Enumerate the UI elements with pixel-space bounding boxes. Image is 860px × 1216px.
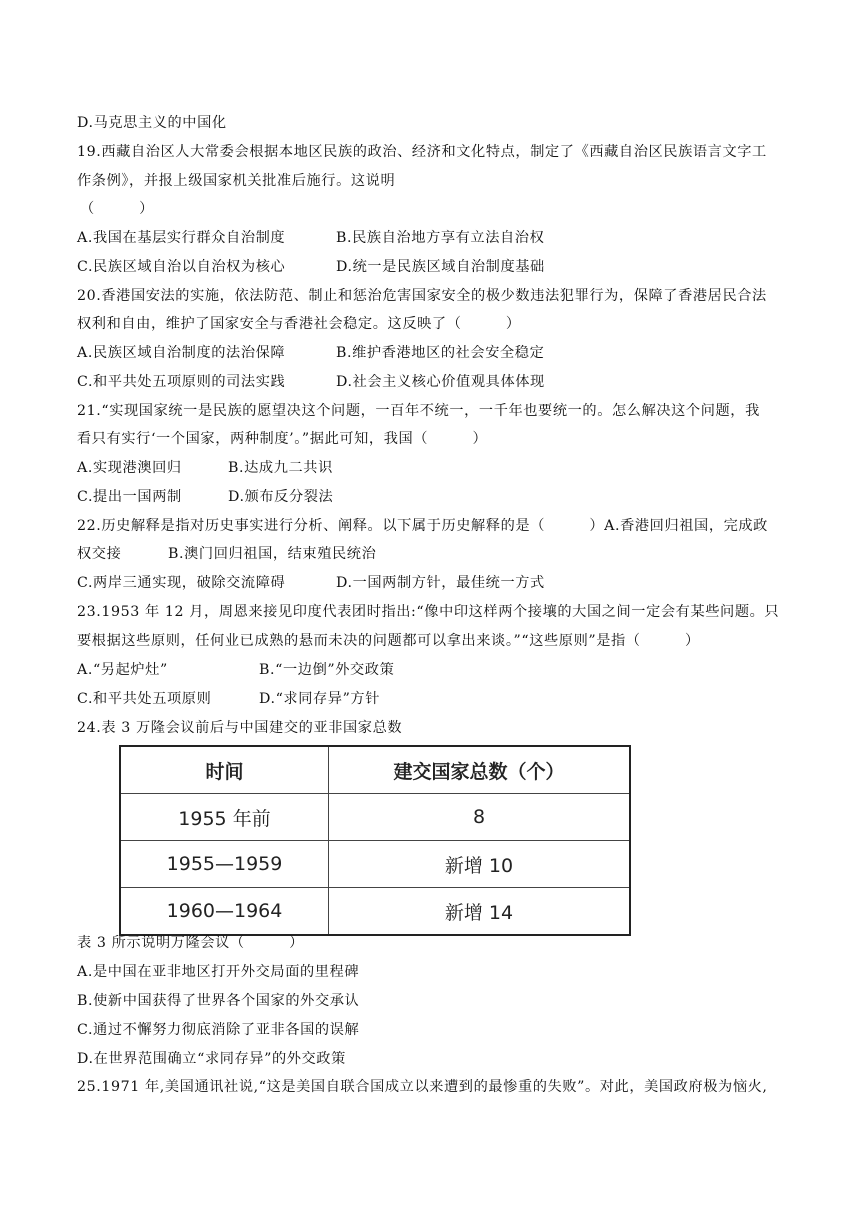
table-cell-count: 8: [329, 794, 631, 841]
table-cell-period: 1960—1964: [120, 888, 329, 936]
q22-option-c: C.两岸三通实现，破除交流障碍: [77, 575, 286, 591]
table-header-count: 建交国家总数（个）: [329, 746, 631, 794]
q23-stem-line1: 23.1953 年 12 月，周恩来接见印度代表团时指出:“像中印这样两个接壤的大国之间一定会有某些问题。只: [77, 604, 780, 620]
q23-option-b: B.“一边倒”外交政策: [259, 662, 395, 678]
q23-option-d: D.“求同存异”方针: [259, 691, 381, 707]
table-cell-period: 1955 年前: [120, 794, 329, 841]
q19-option-c: C.民族区域自治以自治权为核心: [77, 259, 286, 275]
q18-option-d: D.马克思主义的中国化: [77, 115, 227, 131]
q19-stem-line1: 19.西藏自治区人大常委会根据本地区民族的政治、经济和文化特点，制定了《西藏自治区民族语言文字工: [77, 144, 767, 160]
q20-stem-line1: 20.香港国安法的实施，依法防范、制止和惩治危害国家安全的极少数违法犯罪行为，保障了香港居民合法: [77, 288, 767, 304]
q23-option-c: C.和平共处五项原则: [77, 691, 212, 707]
q21-option-a: A.实现港澳回归: [77, 460, 182, 476]
q22-stem-line1: 22.历史解释是指对历史事实进行分析、阐释。以下属于历史解释的是（ ）A.香港回归祖国，完成政: [77, 518, 768, 534]
table-row: [120, 888, 630, 936]
q22-stem-line2: 权交接: [77, 546, 122, 562]
table-row: [120, 794, 630, 841]
q21-stem-line1: 21.“实现国家统一是民族的愿望决这个问题，一百年不统一，一千年也要统一的。怎么解决这个问题，我: [77, 403, 760, 419]
q19-stem-line2: 作条例》，并报上级国家机关批准后施行。这说明: [77, 173, 396, 189]
q24-option-d: D.在世界范围确立“求同存异”的外交政策: [77, 1051, 346, 1067]
table-header-time: 时间: [120, 746, 329, 794]
q21-option-d: D.颁布反分裂法: [228, 489, 334, 505]
table-row: [120, 841, 630, 888]
q24-after-table: 表 3 所示说明万隆会议（ ）: [77, 935, 304, 951]
q20-option-a: A.民族区域自治制度的法治保障: [77, 345, 286, 361]
q24-option-a: A.是中国在亚非地区打开外交局面的里程碑: [77, 964, 360, 980]
q25-stem-line1: 25.1971 年,美国通讯社说,“这是美国自联合国成立以来遭到的最惨重的失败”。对此，美国政府极为恼火,: [77, 1079, 768, 1095]
q19-option-d: D.统一是民族区域自治制度基础: [336, 259, 545, 275]
q24-option-c: C.通过不懈努力彻底消除了亚非各国的误解: [77, 1022, 360, 1038]
table-cell-count: 新增 10: [329, 841, 631, 888]
q24-option-b: B.使新中国获得了世界各个国家的外交承认: [77, 993, 360, 1009]
table-cell-period: 1955—1959: [120, 841, 329, 888]
q20-option-b: B.维护香港地区的社会安全稳定: [336, 345, 545, 361]
q24-stem: 24.表 3 万隆会议前后与中国建交的亚非国家总数: [77, 720, 403, 736]
table-cell-count: 新增 14: [329, 888, 631, 936]
q20-option-c: C.和平共处五项原则的司法实践: [77, 374, 286, 390]
q24-data-table: [119, 745, 631, 936]
q20-stem-line2: 权利和自由，维护了国家安全与香港社会稳定。这反映了（ ）: [77, 316, 521, 332]
q21-stem-line2: 看只有实行‘一个国家，两种制度’。”据此可知，我国（ ）: [77, 431, 488, 447]
q21-option-b: B.达成九二共识: [228, 460, 333, 476]
q19-option-a: A.我国在基层实行群众自治制度: [77, 230, 286, 246]
q22-option-d: D.一国两制方针，最佳统一方式: [336, 575, 545, 591]
q21-option-c: C.提出一国两制: [77, 489, 182, 505]
q19-answer-blank: （ ）: [80, 201, 154, 217]
q19-option-b: B.民族自治地方享有立法自治权: [336, 230, 545, 246]
q22-option-b: B.澳门回归祖国，结束殖民统治: [168, 546, 377, 562]
q23-option-a: A.“另起炉灶”: [77, 662, 168, 678]
q23-stem-line2: 要根据这些原则，任何业已成熟的悬而未决的问题都可以拿出来谈。”“这些原则”是指（ ）: [77, 633, 700, 649]
table-header-row: [120, 746, 630, 794]
q20-option-d: D.社会主义核心价值观具体体现: [336, 374, 545, 390]
